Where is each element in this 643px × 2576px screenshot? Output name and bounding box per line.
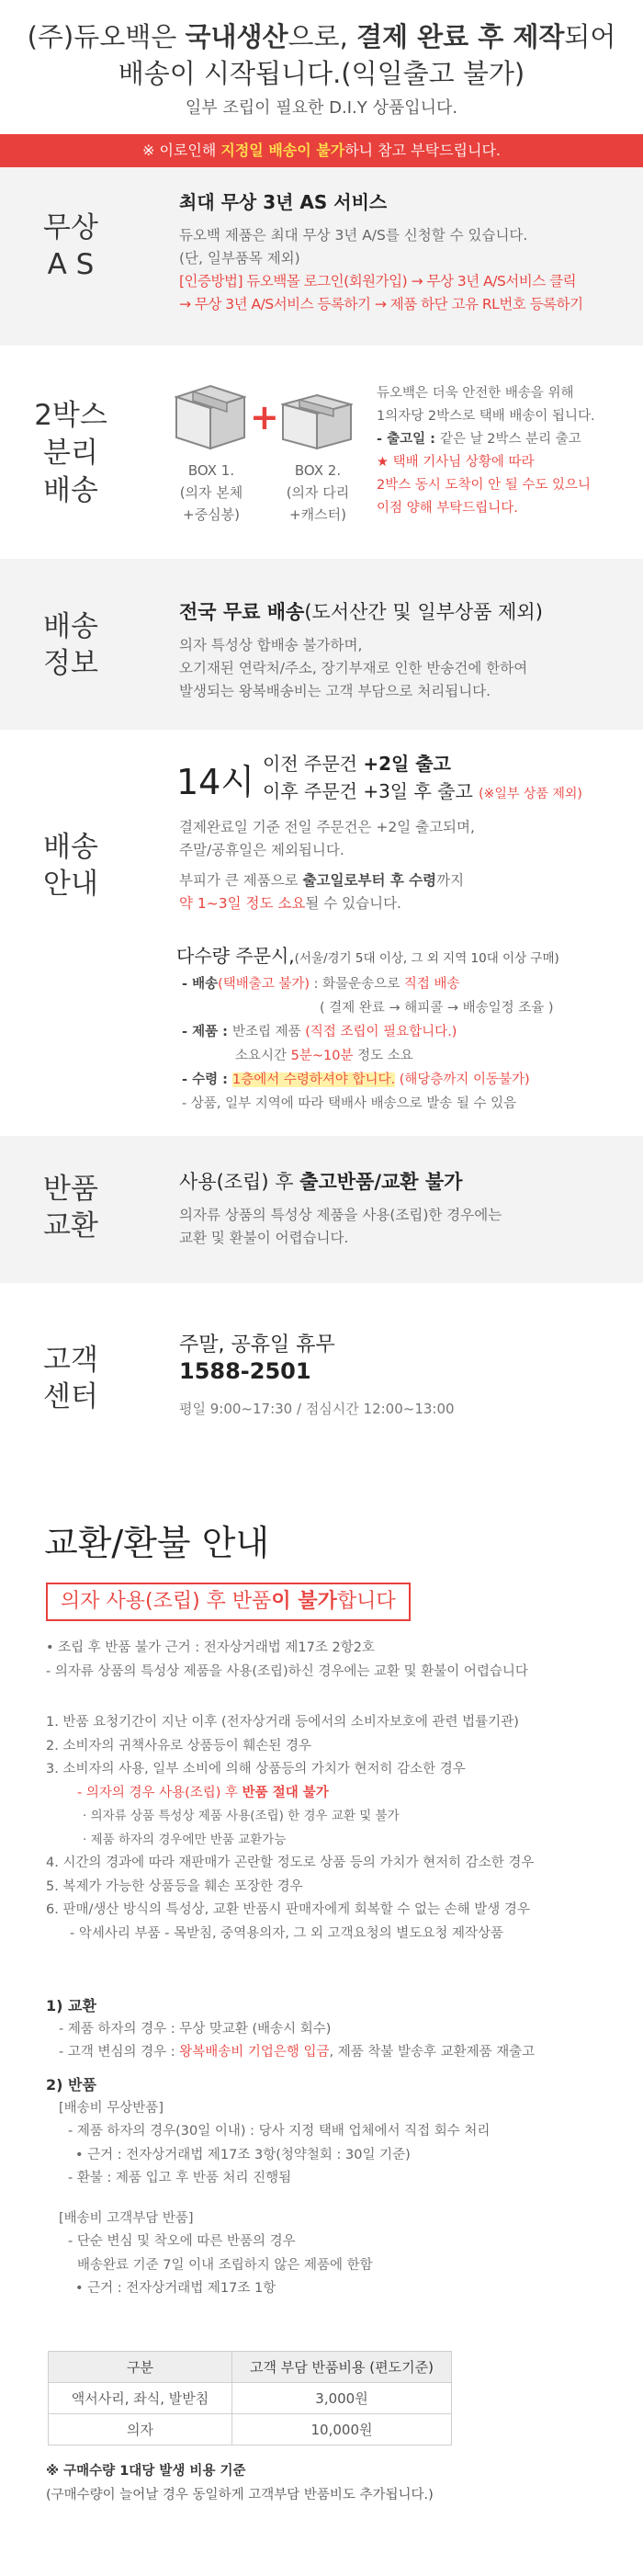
box-2-caption: BOX 2. (의자 다리 +캐스터): [286, 462, 350, 523]
header-line-2: 배송이 시작됩니다.(익일출고 불가): [118, 58, 525, 89]
return-title: 사용(조립) 후 출고반품/교환 불가: [179, 1171, 463, 1193]
refund-title: 교환/환불 안내: [44, 1523, 270, 1563]
box-1-icon: [175, 384, 246, 450]
table-row: 액서사리, 좌식, 발받침 3,000원: [49, 2383, 452, 2414]
list-item: 3. 소비자의 사용, 일부 소비에 의해 상품등의 가치가 현저히 감소한 경우: [46, 1762, 466, 1776]
bulk-order-details: - 배송(택배출고 불가) : 화물운송으로 직접 배송 ( 결제 완료 → 해피콜 → 배송일정 조율 ) - 제품 : 반조립 제품 (직접 조립이 필요합니다.) 소요시간 5분~10분 정도 소요 - 수령 : 1층에서 수령하셔야 합니다. (해당층까지 이동불가) - 상품, 일부 지역에 따라 택배사 배송으로 발송 될 수 있음: [182, 977, 554, 1111]
as-label: 무상 A S: [43, 211, 98, 281]
delivery-desc: 결제완료일 기준 전일 주문건은 +2일 출고되며, 주말/공휴일은 제외됩니다. 부피가 큰 제품으로 출고일로부터 후 수령까지 약 1~3일 정도 소요될 수 있습니다.: [179, 819, 475, 912]
list-item: 6. 판매/생산 방식의 특성상, 교환 반품시 판매자에게 회복할 수 없는 손해 발생 경우: [46, 1902, 530, 1917]
return-rules-block: 2) 반품 [배송비 무상반품] - 제품 하자의 경우(30일 이내) : 당사 지정 택배 업체에서 직접 회수 처리 • 근거 : 전자상거래법 제17조 3항(청약철회 : 30일 기준) - 환불 : 제품 입고 후 반품 처리 진행됨 [배송비 고객부담 반품] - 단순 변심 및 착오에 따른 반품의 경우 배송완료 기준 7일 이내 조립하지 않은 제품에 한함 • 근거 : 전자상거래법 제17조 1항: [46, 2076, 491, 2296]
cs-phone: 1588-2501: [179, 1358, 311, 1384]
shipping-info-label: 배송 정보: [43, 610, 98, 680]
table-row: 의자 10,000원: [49, 2414, 452, 2445]
refund-basis: • 조립 후 반품 불가 근거 : 전자상거래법 제17조 2항2호 - 의자류 상품의 특성상 제품을 사용(조립)하신 경우에는 교환 및 환불이 어렵습니다: [46, 1640, 528, 1679]
cs-holiday: 주말, 공휴일 휴무: [179, 1333, 335, 1356]
plus-sign: +: [250, 397, 279, 437]
return-label: 반품 교환: [43, 1173, 98, 1243]
refund-footnote: ※ 구매수량 1대당 발생 비용 기준 (구매수량이 늘어날 경우 동일하게 고객부담 반품비도 추가됩니다.): [46, 2464, 434, 2502]
bulk-order-title: 다수량 주문시,(서울/경기 5대 이상, 그 외 지역 10대 이상 구매): [176, 945, 559, 967]
as-title: 최대 무상 3년 AS 서비스: [179, 191, 388, 213]
table-header: 구분: [49, 2352, 232, 2383]
list-item: 2. 소비자의 귀책사유로 상품등이 훼손된 경우: [46, 1738, 312, 1753]
header-line-1: (주)듀오백은 국내생산으로, 결제 완료 후 제작되어: [27, 21, 616, 52]
delivery-schedule: 이전 주문건 +2일 출고 이후 주문건 +3일 후 출고 (※일부 상품 제외): [263, 753, 582, 802]
shipping-info-desc: 의자 특성상 합배송 불가하며, 오기재된 연락처/주소, 장기부재로 인한 반송건에 한하여 발생되는 왕복배송비는 고객 부담으로 처리됩니다.: [179, 637, 528, 699]
refund-conditions: 1. 반품 요청기간이 지난 이후 (전자상거래 등에서의 소비자보호에 관련 법률기관) 2. 소비자의 귀책사유로 상품등이 훼손된 경우 3. 소비자의 사용, 일부 소비에 의해 상품등의 가치가 현저히 감소한 경우 - 의자의 경우 사용(조립) 후 반품 절대 불가 · 의자류 상품 특성상 제품 사용(조립) 한 경우 교환 및 불가 · 제품 하자의 경우에만 반품 교환가능 4. 시간의 경과에 따라 재판매가 곤란할 정도로 상품 등의 가치가 현저히 감소한 경우 5. 복제가 가능한 상품등을 훼손 포장한 경우 6. 판매/생산 방식의 특성상, 교환 반품시 판매자에게 회복할 수 없는 손해 발생 경우 - 악세사리 부품 - 목받침, 중역용의자, 그 외 고객요청의 별도요청 제작상품: [46, 1711, 638, 1946]
as-desc: 듀오백 제품은 최대 무상 3년 A/S를 신청할 수 있습니다. (단, 일부품목 제외) [인증방법] 듀오백몰 로그인(회원가입) → 무상 3년 A/S서비스 클릭 → 무상 3년 A/S서비스 등록하기 → 제품 하단 고유 RL번호 등록하기: [179, 227, 583, 312]
list-item: 4. 시간의 경과에 따라 재판매가 곤란할 정도로 상품 등의 가치가 현저히 감소한 경우: [46, 1855, 535, 1870]
cs-hours: 평일 9:00~17:30 / 점심시간 12:00~13:00: [179, 1401, 455, 1417]
return-desc: 의자류 상품의 특성상 제품을 사용(조립)한 경우에는 교환 및 환불이 어렵습니다.: [179, 1207, 502, 1246]
delivery-label: 배송 안내: [43, 831, 98, 901]
notice-banner: ※ 이로인해 지정일 배송이 불가하니 참고 부탁드립니다.: [0, 134, 643, 167]
refund-warning-box: 의자 사용(조립) 후 반품이 불가합니다: [46, 1583, 411, 1621]
exchange-block: 1) 교환 - 제품 하자의 경우 : 무상 맞교환 (배송시 회수) - 고객 변심의 경우 : 왕복배송비 기업은행 입금, 제품 착불 발송후 교환제품 재출고: [46, 1997, 536, 2060]
header-line-3: 일부 조립이 필요한 D.I.Y 상품입니다.: [185, 98, 458, 118]
box-1-caption: BOX 1. (의자 본체 +중심봉): [179, 462, 243, 523]
shipping-info-title: 전국 무료 배송(도서산간 및 일부상품 제외): [179, 601, 543, 623]
delivery-time: 14시: [176, 762, 255, 802]
return-fee-table: [48, 2351, 452, 2445]
boxes-desc: 듀오백은 더욱 안전한 배송을 위해 1의자당 2박스로 택배 배송이 됩니다. - 출고일 : 같은 날 2박스 분리 출고 ★ 택배 기사님 상황에 따라 2박스 동시 도착이 안 될 수도 있으니 이점 양해 부탁드립니다.: [377, 386, 595, 516]
table-header: 고객 부담 반품비용 (편도기준): [232, 2352, 452, 2383]
boxes-label: 2박스 분리 배송: [34, 399, 107, 507]
cs-label: 고객 센터: [43, 1344, 98, 1413]
box-2-icon: [281, 390, 353, 456]
list-item: 5. 복제가 가능한 상품등을 훼손 포장한 경우: [46, 1878, 303, 1894]
list-item: 1. 반품 요청기간이 지난 이후 (전자상거래 등에서의 소비자보호에 관련 법률기관): [46, 1715, 519, 1730]
